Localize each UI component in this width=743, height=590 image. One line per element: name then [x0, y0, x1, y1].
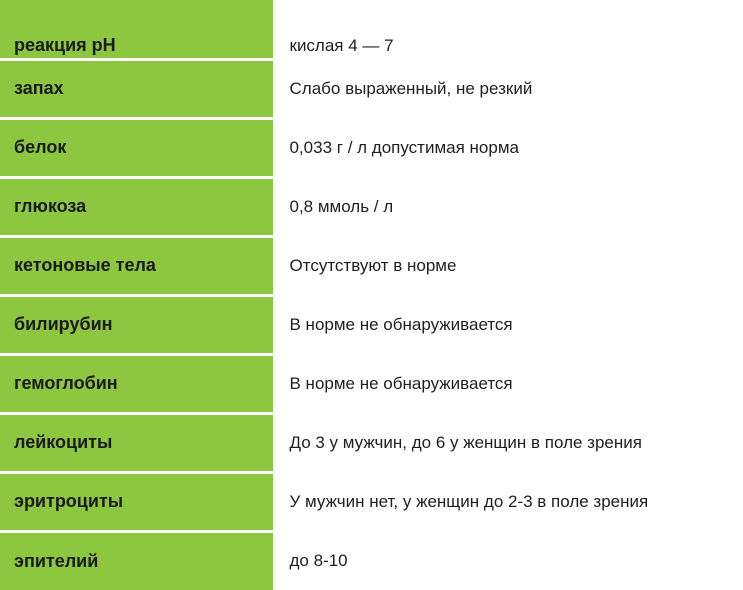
parameter-name-cell: запах — [0, 59, 274, 118]
parameter-name-cell: глюкоза — [0, 177, 274, 236]
table-row — [0, 0, 743, 59]
table-row — [0, 177, 743, 236]
parameter-value-cell: 0,8 ммоль / л — [274, 177, 743, 236]
parameter-value-cell: У мужчин нет, у женщин до 2-3 в поле зрения — [274, 472, 743, 531]
table-row — [0, 354, 743, 413]
parameter-value-cell: Слабо выраженный, не резкий — [274, 59, 743, 118]
parameter-value-cell: до 8-10 — [274, 531, 743, 590]
table-row — [0, 295, 743, 354]
parameter-value-cell: 0,033 г / л допустимая норма — [274, 118, 743, 177]
parameter-value-cell: До 3 у мужчин, до 6 у женщин в поле зрения — [274, 413, 743, 472]
parameter-name-cell: лейкоциты — [0, 413, 274, 472]
parameter-name-cell: кетоновые тела — [0, 236, 274, 295]
parameter-name-cell: эпителий — [0, 531, 274, 590]
parameter-value-cell: Отсутствуют в норме — [274, 236, 743, 295]
parameter-value-cell: В норме не обнаруживается — [274, 354, 743, 413]
table-row — [0, 413, 743, 472]
parameter-name-cell: билирубин — [0, 295, 274, 354]
table-row — [0, 531, 743, 590]
parameter-name-cell: гемоглобин — [0, 354, 274, 413]
table-row — [0, 472, 743, 531]
table-row — [0, 118, 743, 177]
parameter-name-cell: эритроциты — [0, 472, 274, 531]
parameter-value-cell: кислая 4 — 7 — [274, 0, 743, 59]
parameter-name-cell: реакция pH — [0, 0, 274, 59]
table-row — [0, 59, 743, 118]
parameter-name-cell: белок — [0, 118, 274, 177]
table-row — [0, 236, 743, 295]
parameter-value-cell: В норме не обнаруживается — [274, 295, 743, 354]
